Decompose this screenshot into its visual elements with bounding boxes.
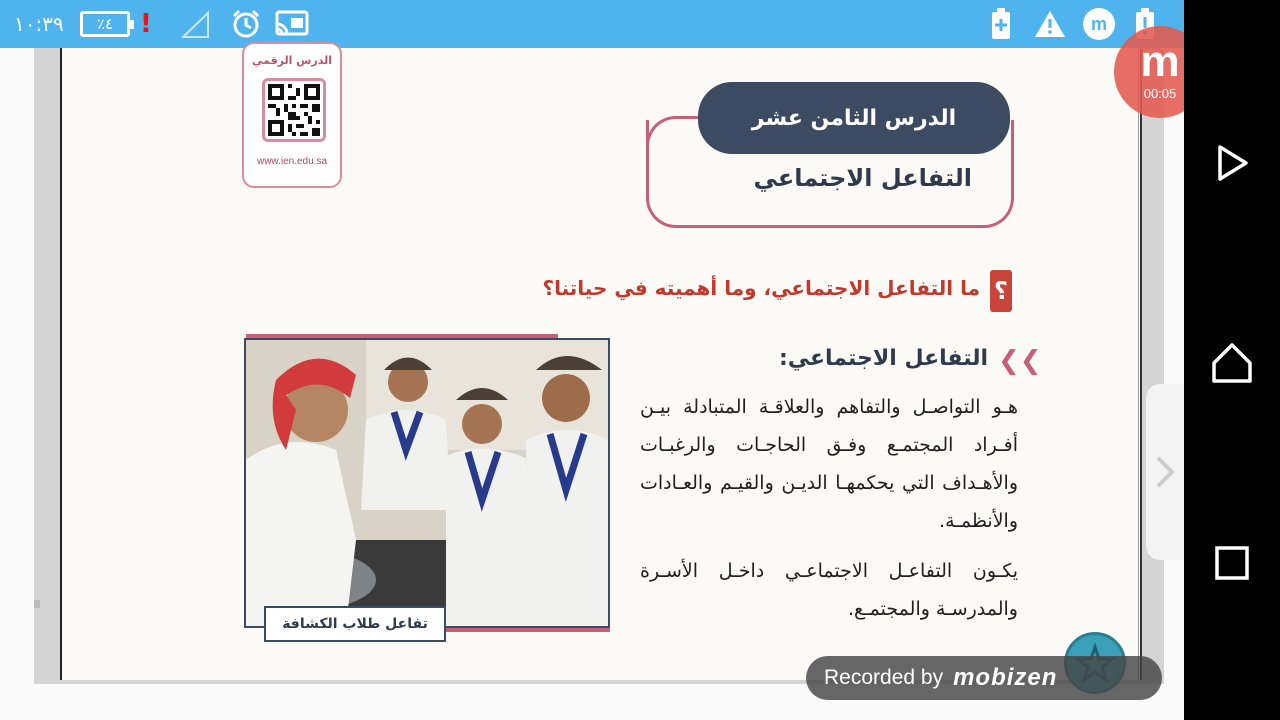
battery-alert-mark: ! <box>140 9 152 39</box>
side-panel-handle[interactable] <box>1146 384 1184 560</box>
nav-back-button[interactable] <box>1202 133 1262 193</box>
recording-watermark <box>806 656 1162 700</box>
battery-saver-icon <box>990 8 1012 40</box>
no-signal-icon <box>180 8 212 40</box>
chevron-right-icon <box>1154 454 1176 490</box>
digital-lesson-qr-card[interactable] <box>242 42 342 188</box>
nav-recents-button[interactable] <box>1202 533 1262 593</box>
navigation-bar <box>1184 0 1280 720</box>
clock: ١٠:٣٩ <box>14 12 64 36</box>
svg-text:m: m <box>1090 14 1108 34</box>
watermark-brand: mobizen <box>953 664 1058 691</box>
page-edge-marker <box>34 600 40 608</box>
scouts-photo-block <box>244 334 610 632</box>
photo-caption: تفاعل طلاب الكشافة <box>264 606 446 642</box>
recents-icon <box>1214 545 1250 581</box>
home-icon <box>1210 341 1254 385</box>
lesson-title: التفاعل الاجتماعي <box>753 164 972 192</box>
definition-context-text: يكـون التفاعـل الاجتماعـي داخـل الأسـرة والمدرسـة والمجتمـع. <box>640 560 1018 620</box>
qr-code-icon <box>262 78 326 142</box>
back-icon <box>1212 143 1252 183</box>
textbook-page <box>60 48 1142 680</box>
question-marker-icon: ؟ <box>990 270 1012 312</box>
cast-icon <box>275 8 309 40</box>
status-bar <box>0 0 1184 48</box>
mobizen-status-icon <box>1082 8 1116 40</box>
chevron-left-icon: ❮❮ <box>998 346 1042 376</box>
recording-timer: 00:05 <box>1143 86 1177 101</box>
alarm-icon <box>230 8 262 40</box>
battery-indicator: ٪٤ <box>80 11 130 37</box>
svg-text:m: m <box>1140 37 1180 86</box>
page-margin-line <box>1138 48 1139 680</box>
qr-card-url: www.ien.edu.sa <box>256 156 328 167</box>
qr-card-title: الدرس الرقمي <box>251 54 333 67</box>
definition-heading: التفاعل الاجتماعي: <box>778 346 988 371</box>
photo-accent-bar-bottom <box>424 628 610 632</box>
nav-home-button[interactable] <box>1202 333 1262 393</box>
guiding-question: ما التفاعل الاجتماعي، وما أهميته في حياتنا؟ <box>542 276 980 300</box>
warning-icon <box>1034 8 1066 40</box>
document-viewer[interactable] <box>0 48 1184 720</box>
lesson-number-badge: الدرس الثامن عشر <box>698 82 1010 154</box>
definition-text: هـو التواصـل والتفاهم والعلاقـة المتبادلة بيـن أفـراد المجتمـع وفـق الحاجـات والرغبـات والأهـداف التي يحكمهـا الديـن والقيـم والعـادات والأنظمـة. <box>640 396 1018 532</box>
watermark-label: Recorded by <box>824 666 944 689</box>
scouts-photo <box>244 338 610 628</box>
